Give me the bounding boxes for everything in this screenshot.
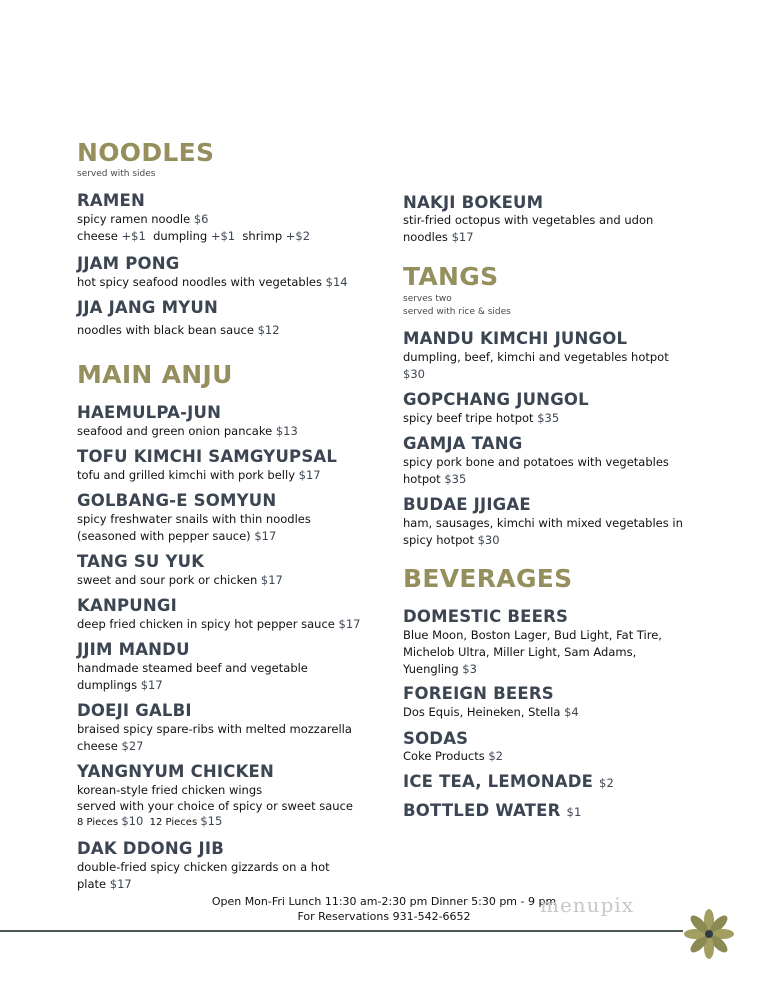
item-desc-foreign-beers: Dos Equis, Heineken, Stella $4 bbox=[403, 705, 579, 719]
noodles-heading: NOODLES bbox=[77, 138, 215, 167]
flower-logo-icon bbox=[683, 908, 735, 960]
item-name-dak-ddong-jib: DAK DDONG JIB bbox=[77, 839, 224, 858]
item-desc-golbang-e: spicy freshwater snails with thin noodles (seasoned with pepper sauce) $17 bbox=[77, 512, 311, 543]
item-name-jja-jang-myun: JJA JANG MYUN bbox=[77, 298, 218, 317]
footer-hours: Open Mon-Fri Lunch 11:30 am-2:30 pm Dinner 5:30 pm - 9 pm bbox=[211, 895, 557, 908]
item-desc-sodas: Coke Products $2 bbox=[403, 749, 503, 763]
item-name-budae-jjigae: BUDAE JJIGAE bbox=[403, 495, 531, 514]
item-name-doeji-galbi: DOEJI GALBI bbox=[77, 701, 192, 720]
item-name-kanpungi: KANPUNGI bbox=[77, 596, 177, 615]
item-bottled-water: BOTTLED WATER $1 bbox=[403, 801, 582, 820]
item-desc-jjam-pong: hot spicy seafood noodles with vegetables $14 bbox=[77, 275, 348, 289]
item-desc-gamja-tang: spicy pork bone and potatoes with vegetables hotpot $35 bbox=[403, 455, 669, 486]
beverages-heading: BEVERAGES bbox=[403, 564, 573, 593]
item-name-ramen: RAMEN bbox=[77, 191, 145, 210]
item-desc-jjim-mandu: handmade steamed beef and vegetable dumplings $17 bbox=[77, 661, 308, 692]
item-name-gopchang-jungol: GOPCHANG JUNGOL bbox=[403, 390, 589, 409]
main-anju-heading: MAIN ANJU bbox=[77, 360, 233, 389]
item-desc-mandu-kimchi-jungol: dumpling, beef, kimchi and vegetables hotpot $30 bbox=[403, 350, 669, 381]
item-ice-tea-lemonade: ICE TEA, LEMONADE $2 bbox=[403, 772, 615, 791]
item-name-golbang-e: GOLBANG-E SOMYUN bbox=[77, 491, 277, 510]
item-name-gamja-tang: GAMJA TANG bbox=[403, 434, 523, 453]
item-name-nakji-bokeum: NAKJI BOKEUM bbox=[403, 193, 544, 212]
item-name-jjim-mandu: JJIM MANDU bbox=[77, 640, 190, 659]
item-desc-yangnyum-1: korean-style fried chicken wings bbox=[77, 783, 263, 797]
tangs-subtitle-1: serves two bbox=[403, 294, 452, 304]
item-name-foreign-beers: FOREIGN BEERS bbox=[403, 684, 554, 703]
ramen-addons: cheese +$1 dumpling +$1 shrimp +$2 bbox=[77, 229, 311, 243]
item-name-mandu-kimchi-jungol: MANDU KIMCHI JUNGOL bbox=[403, 329, 628, 348]
item-desc-jja-jang-myun: noodles with black bean sauce $12 bbox=[77, 323, 280, 337]
item-desc-doeji-galbi: braised spicy spare-ribs with melted mozzarella cheese $27 bbox=[77, 722, 352, 753]
menupix-watermark: menupix bbox=[540, 893, 635, 917]
item-desc-ramen: spicy ramen noodle $6 bbox=[77, 212, 209, 226]
item-price-ramen: $6 bbox=[193, 212, 209, 226]
item-desc-yangnyum-2: served with your choice of spicy or sweet sauce bbox=[77, 799, 353, 813]
yangnyum-options: 8 Pieces $10 12 Pieces $15 bbox=[77, 814, 223, 828]
item-name-tang-su-yuk: TANG SU YUK bbox=[77, 552, 205, 571]
item-desc-kanpungi: deep fried chicken in spicy hot pepper sauce $17 bbox=[77, 617, 361, 631]
item-desc-domestic-beers: Blue Moon, Boston Lager, Bud Light, Fat Tire, Michelob Ultra, Miller Light, Sam Adams, Yuengling $3 bbox=[403, 628, 662, 676]
item-name-domestic-beers: DOMESTIC BEERS bbox=[403, 607, 569, 626]
item-name-jjam-pong: JJAM PONG bbox=[77, 254, 180, 273]
tangs-heading: TANGS bbox=[403, 262, 499, 291]
noodles-subtitle: served with sides bbox=[77, 169, 156, 179]
item-desc-tofu-kimchi: tofu and grilled kimchi with pork belly $17 bbox=[77, 468, 321, 482]
footer-rule bbox=[0, 930, 683, 932]
item-name-haemulpa-jun: HAEMULPA-JUN bbox=[77, 403, 222, 422]
item-desc-tang-su-yuk: sweet and sour pork or chicken $17 bbox=[77, 573, 283, 587]
tangs-subtitle-2: served with rice & sides bbox=[403, 307, 511, 317]
item-desc-dak-ddong-jib: double-fried spicy chicken gizzards on a hot plate $17 bbox=[77, 860, 330, 891]
item-desc-budae-jjigae: ham, sausages, kimchi with mixed vegetables in spicy hotpot $30 bbox=[403, 516, 683, 547]
item-desc-gopchang-jungol: spicy beef tripe hotpot $35 bbox=[403, 411, 560, 425]
footer-reservations: For Reservations 931-542-6652 bbox=[297, 910, 471, 923]
item-desc-haemulpa-jun: seafood and green onion pancake $13 bbox=[77, 424, 298, 438]
item-desc-nakji-bokeum: stir-fried octopus with vegetables and udon noodles $17 bbox=[403, 213, 654, 244]
item-name-tofu-kimchi: TOFU KIMCHI SAMGYUPSAL bbox=[77, 447, 338, 466]
item-name-sodas: SODAS bbox=[403, 729, 469, 748]
item-name-yangnyum-chicken: YANGNYUM CHICKEN bbox=[77, 762, 275, 781]
